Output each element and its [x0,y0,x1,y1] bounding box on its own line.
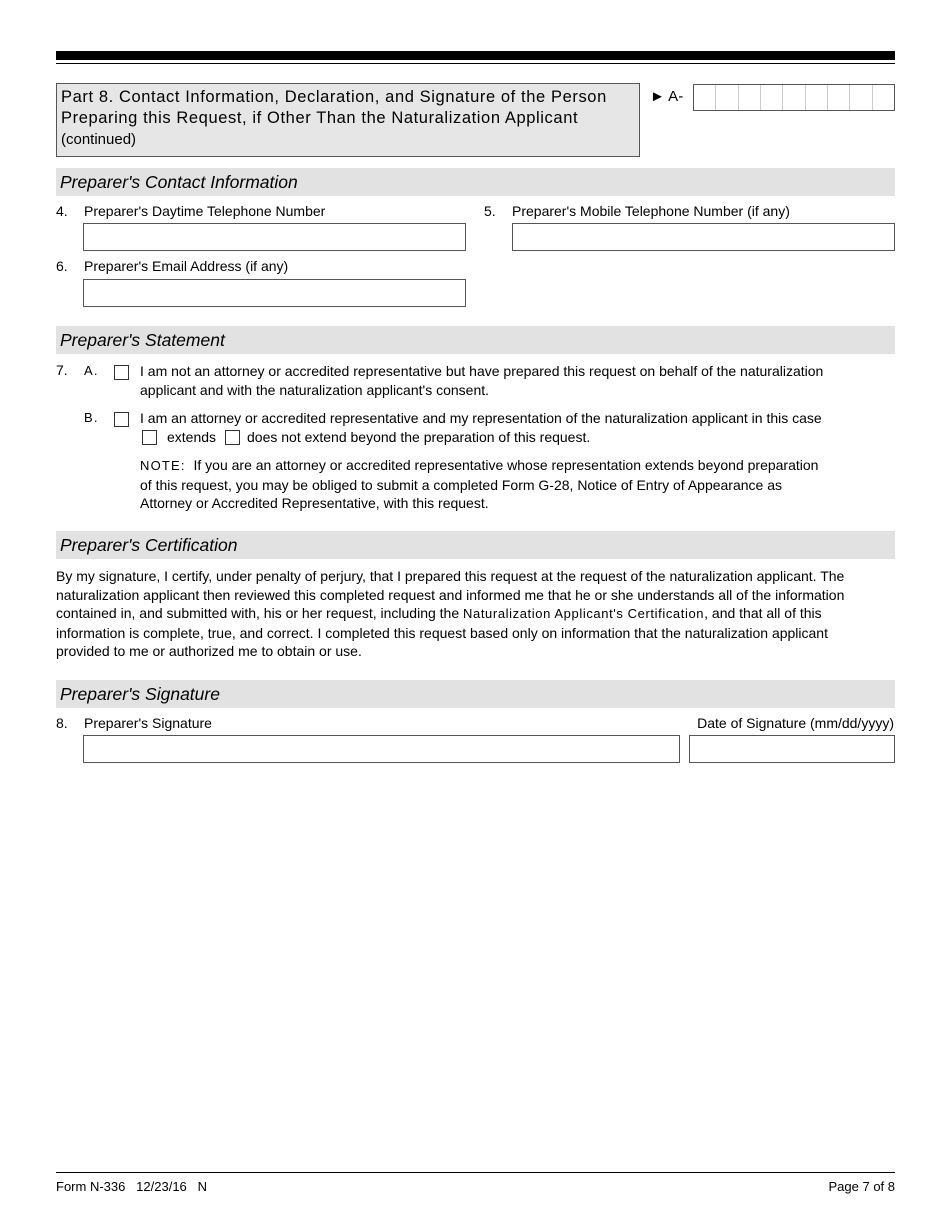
part-title-line1: Part 8. Contact Information, Declaration, and Signature of the Person [61,88,607,106]
cert-line3-a: contained in, and submitted with, his or her request, including the [56,605,464,621]
cert-line3-b: Naturalization Applicant's Certification [463,606,705,621]
q7b-checkbox[interactable] [114,412,129,427]
part-title-box [56,83,640,157]
statement-section-title: Preparer's Statement [56,326,895,354]
q7b-letter: B. [84,410,99,425]
cert-line4: information is complete, true, and correct. I completed this request based only on information that the naturalization applicant [56,624,828,641]
cert-line2: naturalization applicant then reviewed this completed request and informed me that he or she understands all of the information [56,586,845,603]
q4-label: Preparer's Daytime Telephone Number [84,203,326,219]
q4-number: 4. [56,203,68,219]
q5-number: 5. [484,203,496,219]
cert-line5: provided to me or authorized me to obtain or use. [56,643,362,659]
part-title-line3: (continued) [61,131,137,148]
mobile-phone-input[interactable] [512,223,895,251]
q6-label: Preparer's Email Address (if any) [84,258,289,274]
header-rule-thin [56,63,895,64]
note-line2: of this request, you may be obliged to submit a completed Form G-28, Notice of Entry of Appearance as [140,476,782,493]
footer-rule [56,1172,895,1173]
extends-checkbox[interactable] [142,430,157,445]
date-label: Date of Signature (mm/dd/yyyy) [697,715,894,731]
page-number: Page 7 of 8 [828,1179,895,1194]
not-extend-label: does not extend beyond the preparation of this request. [247,429,591,445]
a-number-label: ► A- [650,88,684,105]
note-line1: If you are an attorney or accredited representative whose representation extends beyond preparation [193,457,819,473]
part-title-line2: Preparing this Request, if Other Than the Naturalization Applicant [61,109,579,127]
q8-number: 8. [56,715,68,731]
q7a-checkbox[interactable] [114,365,129,380]
note-block [140,456,860,513]
cert-line1: By my signature, I certify, under penalty of perjury, that I prepared this request at the request of the naturalization applicant. The [56,568,845,584]
header-rule-thick [56,51,895,60]
q7a-text [140,362,860,399]
certification-text [56,567,895,661]
contact-section-title: Preparer's Contact Information [56,168,895,196]
note-line3: Attorney or Accredited Representative, with this request. [140,495,489,511]
signature-date-input[interactable] [689,735,895,763]
q7-number: 7. [56,362,68,378]
q5-label: Preparer's Mobile Telephone Number (if any) [512,203,790,219]
signature-section-title: Preparer's Signature [56,680,895,708]
q6-number: 6. [56,258,68,274]
q7b-text-line1: I am an attorney or accredited representative and my representation of the naturalization applicant in this case [140,410,822,426]
daytime-phone-input[interactable] [83,223,466,251]
q7a-text-line2: applicant and with the naturalization applicant's consent. [140,381,490,398]
not-extend-checkbox[interactable] [225,430,240,445]
a-number-input[interactable] [693,84,895,111]
cert-line3-c: , and that all of this [704,605,822,621]
form-id: Form N-336 12/23/16 N [56,1179,208,1194]
q7a-text-line1: I am not an attorney or accredited representative but have prepared this request on behalf of the naturalization [140,363,824,379]
note-label: NOTE: [140,458,186,473]
q7a-letter: A. [84,363,99,378]
email-input[interactable] [83,279,466,307]
q8-label: Preparer's Signature [84,715,212,731]
signature-input[interactable] [83,735,680,763]
certification-section-title: Preparer's Certification [56,531,895,559]
extends-label: extends [167,429,217,445]
